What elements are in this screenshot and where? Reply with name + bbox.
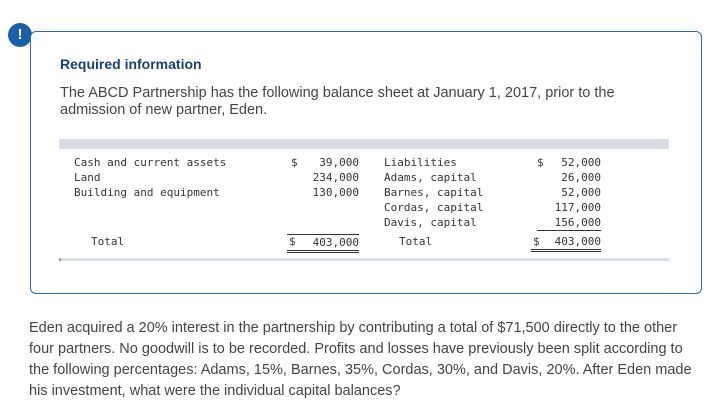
asset-total-amount: 403,000	[287, 234, 359, 253]
liability-total-amount: 403,000	[531, 234, 601, 252]
liability-labels	[384, 155, 483, 230]
asset-total-dollar: $	[289, 235, 296, 248]
info-heading: Required information	[60, 56, 202, 72]
liability-amounts	[537, 155, 601, 231]
table-cell: Barnes, capital	[384, 186, 484, 199]
liability-dollar-sign: $	[537, 156, 544, 169]
table-cell: Land	[74, 171, 101, 184]
table-cell: Adams, capital	[384, 171, 477, 184]
table-cell: 39,000	[319, 156, 359, 169]
table-cell: 26,000	[561, 171, 601, 184]
table-header-band	[59, 139, 669, 149]
intro-text: The ABCD Partnership has the following balance sheet at January 1, 2017, prior to the admission of new partner, Eden.	[60, 85, 615, 118]
alert-icon: !	[8, 23, 32, 47]
asset-labels	[74, 155, 226, 200]
table-cell: 117,000	[554, 201, 601, 214]
table-footer-band	[59, 258, 669, 261]
table-cell: 156,000	[537, 215, 601, 231]
table-cell: Cash and current assets	[74, 156, 227, 169]
asset-total-label: Total	[91, 235, 125, 248]
table-cell: Liabilities	[384, 156, 457, 169]
table-cell: 52,000	[561, 156, 601, 169]
table-cell: 130,000	[312, 186, 359, 199]
table-cell: 52,000	[561, 186, 601, 199]
liability-total-dollar: $	[533, 235, 540, 248]
table-cell: 234,000	[312, 171, 359, 184]
asset-dollar-sign: $	[291, 156, 298, 169]
required-information-box	[30, 31, 702, 294]
table-cell: Davis, capital	[384, 216, 477, 229]
table-cell: Cordas, capital	[384, 201, 484, 214]
balance-sheet-table	[59, 139, 669, 261]
asset-amounts	[287, 155, 359, 200]
table-cell: Building and equipment	[74, 186, 220, 199]
liability-total-label: Total	[399, 235, 433, 248]
question-text: Eden acquired a 20% interest in the partnership by contributing a total of $71,500 directly to the other four partners. No goodwill is to be recorded. Profits and losses have previously been split according to the following percentages: Adams, 15%, Barnes, 35%, Cordas, 30%, and Davis, 20%. After Eden made his investment, what were the individual capital balances?	[29, 320, 692, 399]
